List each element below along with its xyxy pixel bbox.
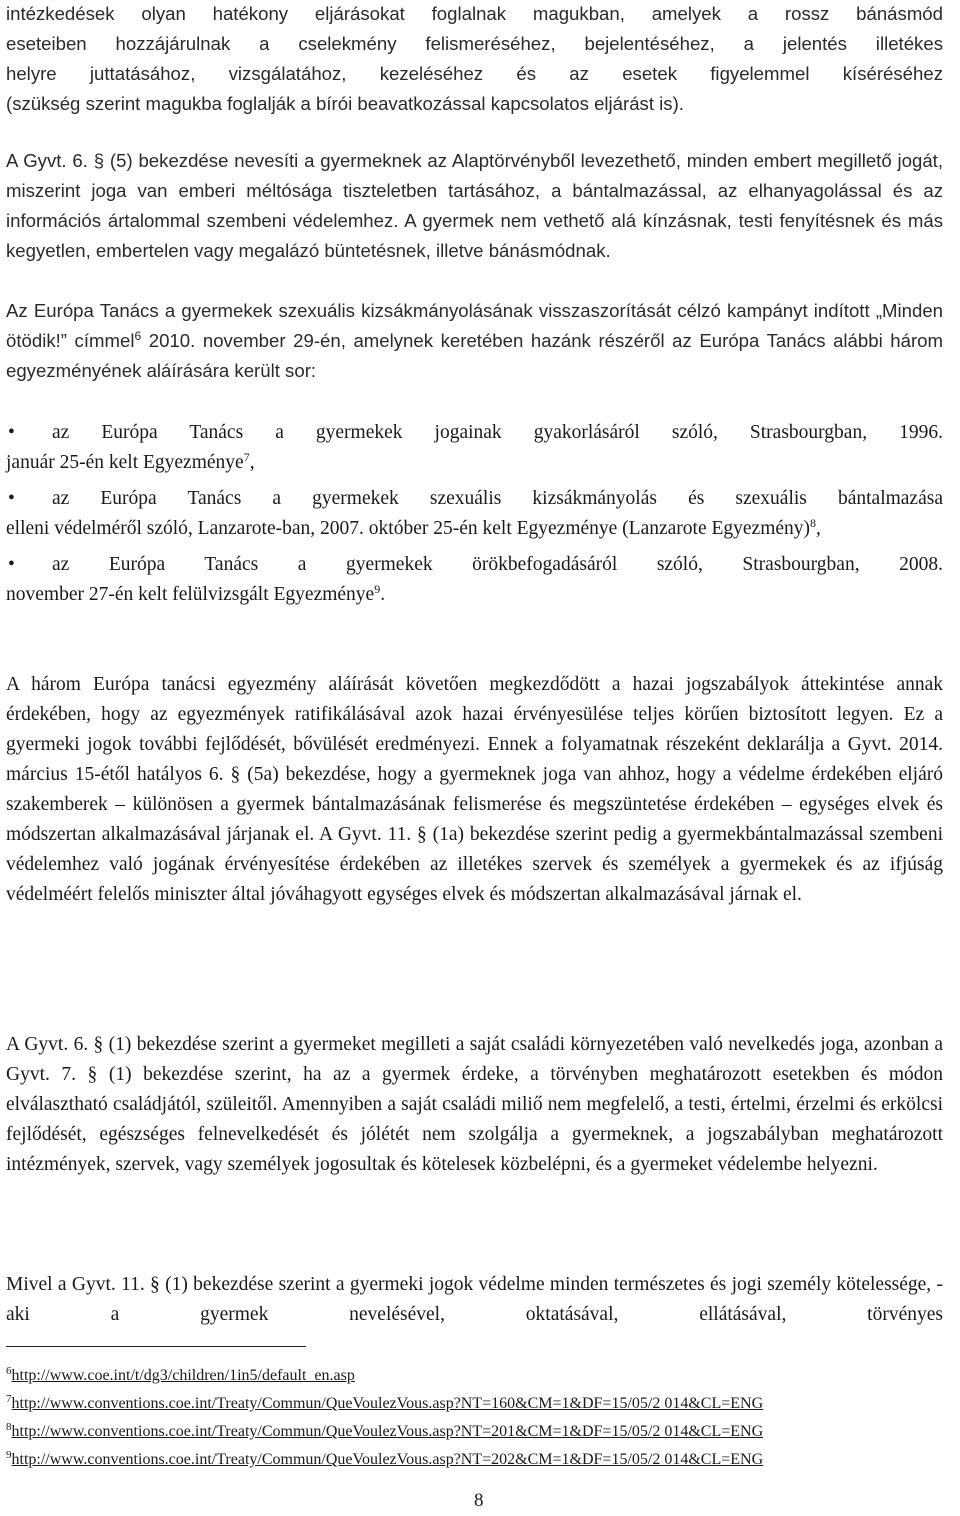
- paragraph-text: A Gyvt. 6. § (1) bekezdése szerint a gyermeket megilleti a saját családi környezetében való nevelkedés joga, azonban a Gyvt. 7. § (1) bekezdése szerint, ha az a gyermek érdeke, a törvényben meghatározott esetekben és módon elválasztható családjától, szüleitől. Amennyiben a saját családi miliő nem megfelelő, a testi, értelmi, érzelmi és erkölcsi fejlődését, egészséges felnevelkedését és jólétét nem szolgálja a gyermeknek, a jogszabályban meghatározott intézmények, szervek, vagy személyek jogosultak és kötelesek közbelépni, és a gyermeket védelembe helyezni.: [6, 1034, 943, 1175]
- footnote-number: 8: [6, 1421, 12, 1433]
- bullet-icon: •: [8, 422, 15, 443]
- footnote: [6, 1366, 355, 1386]
- footnote-ref: 6: [134, 329, 142, 343]
- footnote-number: 9: [6, 1449, 12, 1461]
- paragraph-obligations: [6, 1270, 943, 1330]
- footnote-link[interactable]: http://www.conventions.coe.int/Treaty/Commun/QueVoulezVous.asp?NT=201&CM=1&DF=15/05/2 014&CL=ENG: [11, 1423, 764, 1440]
- footnote-ref: 7: [243, 450, 250, 464]
- paragraph-text: [6, 296, 943, 386]
- bullet-icon: •: [8, 554, 15, 575]
- footnote: [6, 1394, 763, 1414]
- footnote: [6, 1450, 763, 1470]
- paragraph-text-part: Az Európa Tanács a gyermekek szexuális kizsákmányolásának visszaszorítását célzó kampányt indított „Minden ötödik!” címmel: [6, 300, 943, 351]
- footnote-link[interactable]: http://www.conventions.coe.int/Treaty/Commun/QueVoulezVous.asp?NT=160&CM=1&DF=15/05/2 014&CL=ENG: [11, 1395, 764, 1412]
- list-item-text: elleni védelméről szóló, Lanzarote-ban, 2007. október 25-én kelt Egyezménye (Lanzarote Egyezmény): [6, 518, 811, 539]
- paragraph-campaign: [6, 296, 943, 386]
- footnote-number: 7: [6, 1393, 12, 1405]
- paragraph-gyvt-6-5: [6, 146, 943, 266]
- intro-line: eseteiben hozzájárulnak a cselekmény felismeréséhez, bejelentéséhez, a jelentés illetékes: [6, 33, 943, 54]
- list-item-text: november 27-én kelt felülvizsgált Egyezménye: [6, 584, 375, 605]
- paragraph-text-part: 2010. november 29-én, amelynek keretében hazánk részéről az Európa Tanács alábbi három egyezményének aláírására került sor:: [6, 330, 943, 381]
- convention-list: [6, 418, 943, 610]
- paragraph-ratification: [6, 670, 943, 910]
- paragraph-text: Mivel a Gyvt. 11. § (1) bekezdése szerint a gyermeki jogok védelme minden természetes és jogi személy kötelessége, - aki a gyermek nevelésével, oktatásával, ellátásával, törvényes: [6, 1274, 943, 1325]
- footnote-link[interactable]: http://www.coe.int/t/dg3/children/1in5/default_en.asp: [11, 1367, 355, 1384]
- footnote-ref: 9: [374, 582, 381, 596]
- list-item-continuation: [6, 580, 943, 610]
- list-item-text: január 25-én kelt Egyezménye: [6, 452, 244, 473]
- intro-line: (szükség szerint magukba foglalják a bírói beavatkozással kapcsolatos eljárást is).: [6, 93, 684, 114]
- intro-paragraph: [6, 0, 943, 119]
- list-item-first-line: az Európa Tanács a gyermekek örökbefogadásáról szóló, Strasbourgban, 2008.: [52, 554, 943, 575]
- list-item-tail: .: [380, 584, 386, 605]
- footnote-separator: [6, 1346, 306, 1347]
- intro-line: intézkedések olyan hatékony eljárásokat foglalnak magukban, amelyek a rossz bánásmód: [6, 3, 943, 24]
- footnote-number: 6: [6, 1365, 12, 1377]
- list-item-first-line: az Európa Tanács a gyermekek jogainak gyakorlásáról szóló, Strasbourgban, 1996.: [52, 422, 943, 443]
- paragraph-text: A három Európa tanácsi egyezmény aláírását követően megkezdődött a hazai jogszabályok áttekintése annak érdekében, hogy az egyezmények ratifikálásával azok hazai érvényesülése teljes körűen biztosított legyen. Ez a gyermeki jogok további fejlődését, bővülését eredményezi. Ennek a folyamatnak részeként deklarálja a Gyvt. 2014. március 15-étől hatályos 6. § (5a) bekezdése, hogy a gyermeknek joga van ahhoz, hogy a védelme érdekében eljáró szakemberek – különösen a gyermek bántalmazásának felismerése és megszüntetése érdekében – egységes elvek és módszertan alkalmazásával járjanak el. A Gyvt. 11. § (1a) bekezdése szerint pedig a gyermekbántalmazással szembeni védelemhez való jogának érvényesítése érdekében az illetékes szervek és személyek a gyermekek és az ifjúság védelméért felelős miniszter által jóváhagyott egységes elvek és módszertan alkalmazásával járnak el.: [6, 674, 943, 905]
- list-item-tail: ,: [249, 452, 255, 473]
- bullet-icon: •: [8, 488, 15, 509]
- list-item: [6, 550, 943, 610]
- intro-line: helyre juttatásához, vizsgálatához, kezeléséhez és az esetek figyelemmel kíséréséhez: [6, 63, 943, 84]
- list-item-continuation: [6, 514, 943, 544]
- list-item: [6, 484, 943, 544]
- list-item-continuation: [6, 448, 943, 478]
- paragraph-family-environment: [6, 1030, 943, 1180]
- paragraph-text: A Gyvt. 6. § (5) bekezdése nevesíti a gyermeknek az Alaptörvényből levezethető, minden embert megillető jogát, miszerint joga van emberi méltósága tiszteletben tartásához, a bántalmazással, az elhanyagolással és az információs ártalommal szembeni védelemhez. A gyermek nem vethető alá kínzásnak, testi fenyítésnek és más kegyetlen, embertelen vagy megalázó büntetésnek, illetve bánásmódnak.: [6, 150, 943, 261]
- footnote: [6, 1422, 763, 1442]
- footnote-ref: 8: [810, 516, 817, 530]
- list-item: [6, 418, 943, 478]
- list-item-first-line: az Európa Tanács a gyermekek szexuális kizsákmányolás és szexuális bántalmazása: [52, 488, 943, 509]
- footnote-link[interactable]: http://www.conventions.coe.int/Treaty/Commun/QueVoulezVous.asp?NT=202&CM=1&DF=15/05/2 014&CL=ENG: [11, 1451, 764, 1468]
- page-number: 8: [474, 1490, 484, 1511]
- list-item-tail: ,: [816, 518, 821, 539]
